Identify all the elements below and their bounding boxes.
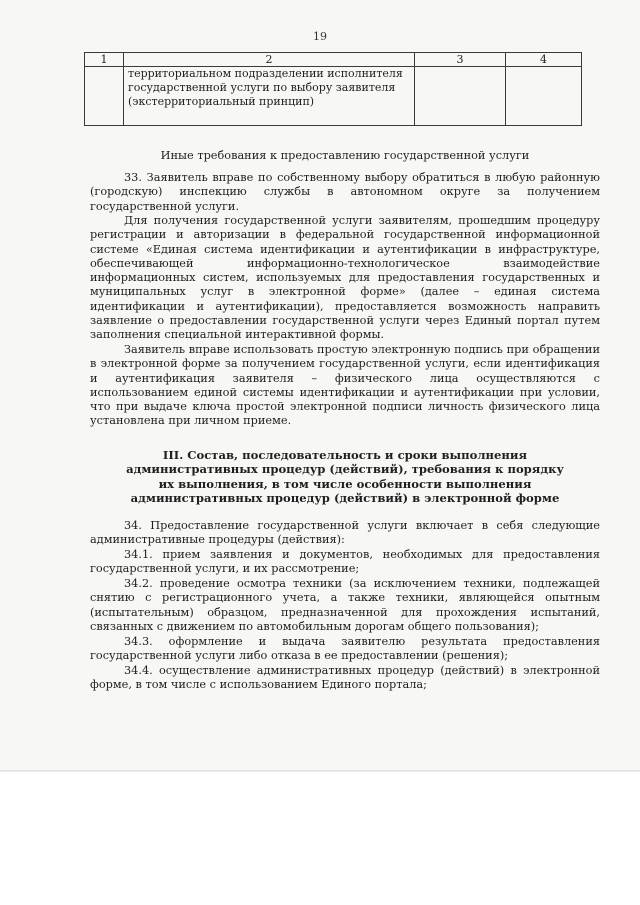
paragraph-registration: Для получения государственной услуги заявителям, прошедшим процедуру регистрации и авторизации в федеральной государственной информационной системе «Единая система идентификации и аутентификации в инфраструктуре, обеспечивающей информационно-технологическое взаимодействие информационных систем, используемых для предоставления государственных и муниципальных услуг в электронной форме» (далее – единая система идентификации и аутентификации), предоставляется возможность направить заявление о предоставлении государственной услуги через Единый портал путем заполнения специальной интерактивной формы. bbox=[90, 214, 600, 342]
paragraph-34-3: 34.3. оформление и выдача заявителю результата предоставления государственной услуги либо отказа в ее предоставлении (решения); bbox=[90, 635, 600, 663]
section-title-line: административных процедур (действий) в электронной форме bbox=[130, 491, 560, 506]
subheading: Иные требования к предоставлению государственной услуги bbox=[160, 149, 530, 162]
section-title-line: административных процедур (действий), требования к порядку bbox=[126, 462, 564, 477]
paragraph-34: 34. Предоставление государственной услуги включает в себя следующие административные процедуры (действия): bbox=[90, 519, 600, 547]
section-title bbox=[90, 448, 600, 506]
table-header-row bbox=[85, 53, 582, 67]
table-cell bbox=[85, 67, 124, 126]
table-header-cell: 1 bbox=[85, 53, 124, 67]
paragraph-signature: Заявитель вправе использовать простую электронную подпись при обращении в электронной форме за получением государственной услуги, если идентификация и аутентификация заявителя – физического лица осуществляются с использованием единой системы идентификации и аутентификации при условии, что при выдаче ключа простой электронной подписи личность физического лица установлена при личном приеме. bbox=[90, 343, 600, 428]
table-cell bbox=[124, 67, 415, 126]
table-cell-text: территориальном подразделении исполнителя государственной услуги по выбору заявителя (экстерриториальный принцип) bbox=[128, 67, 403, 109]
paragraph-34-2: 34.2. проведение осмотра техники (за исключением техники, подлежащей снятию с регистрационного учета, а также техники, являющейся опытным (испытательным) образцом, предназначенной для прохождения испытаний, связанных с движением по автомобильным дорогам общего пользования); bbox=[90, 577, 600, 633]
table-header-cell: 2 bbox=[124, 53, 415, 67]
table-row bbox=[85, 67, 582, 126]
table-cell bbox=[415, 67, 506, 126]
continuation-table bbox=[84, 52, 582, 126]
paragraph-34-4: 34.4. осуществление административных процедур (действий) в электронной форме, в том числе с использованием Единого портала; bbox=[90, 664, 600, 692]
table-cell bbox=[506, 67, 582, 126]
section-title-line: III. Состав, последовательность и сроки выполнения bbox=[162, 448, 528, 462]
paragraph-34-1: 34.1. прием заявления и документов, необходимых для предоставления государственной услуги, и их рассмотрение; bbox=[90, 548, 600, 576]
paragraph-33: 33. Заявитель вправе по собственному выбору обратиться в любую районную (городскую) инспекцию службы в автономном округе за получением государственной услуги. bbox=[90, 171, 600, 213]
page-number: 19 bbox=[313, 30, 327, 43]
table-header-cell: 3 bbox=[415, 53, 506, 67]
section-title-line: их выполнения, в том числе особенности выполнения bbox=[158, 476, 532, 491]
table-header-cell: 4 bbox=[506, 53, 582, 67]
